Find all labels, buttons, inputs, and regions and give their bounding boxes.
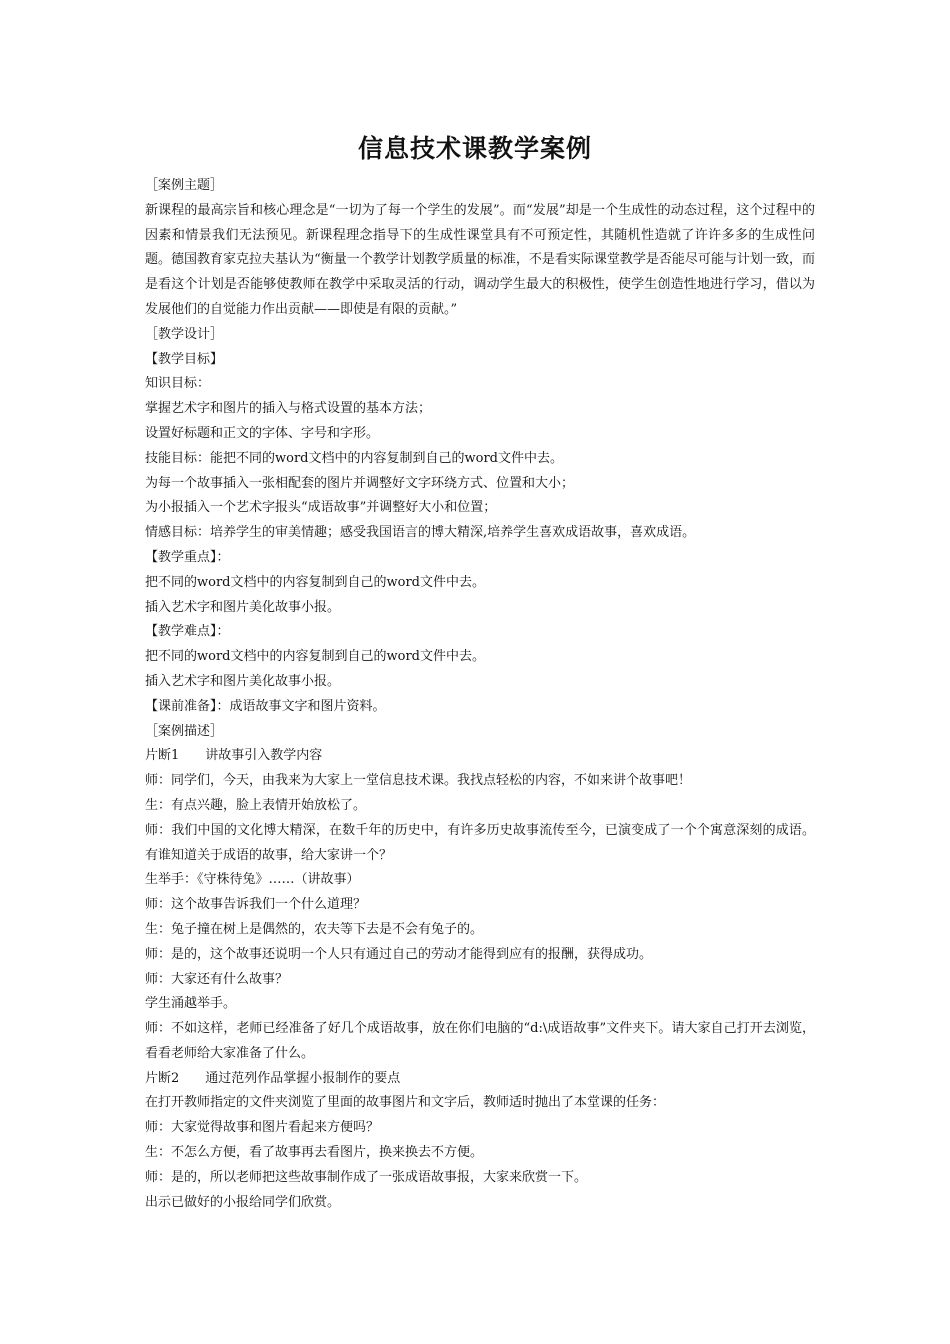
paragraph: 把不同的word文档中的内容复制到自己的word文件中去。: [145, 574, 485, 590]
dialogue-line: 生：有点兴趣，脸上表情开始放松了。: [145, 797, 367, 813]
dialogue-line: 师：大家觉得故事和图片看起来方便吗？: [145, 1120, 380, 1136]
paragraph: 设置好标题和正文的字体、字号和字形。: [145, 425, 380, 441]
dialogue-line: 学生涌越举手。: [145, 996, 237, 1012]
paragraph: 插入艺术字和图片美化故事小报。: [145, 599, 341, 615]
dialogue-line: 师：我们中国的文化博大精深，在数千年的历史中，有许多历史故事流传至今，已演变成了一个个寓意深刻的成语。有谁知道关于成语的故事，给大家讲一个？: [145, 822, 815, 863]
paragraph: 为每一个故事插入一张相配套的图片并调整好文字环绕方式、位置和大小；: [145, 475, 575, 491]
section-heading-theme: ［案例主题］: [145, 178, 224, 193]
dialogue-line: 师：是的，所以老师把这些故事制作成了一张成语故事报，大家来欣赏一下。: [145, 1169, 588, 1185]
paragraph: 情感目标：培养学生的审美情趣；感受我国语言的博大精深,培养学生喜欢成语故事，喜欢成语。: [145, 525, 696, 541]
paragraph: 插入艺术字和图片美化故事小报。: [145, 673, 341, 689]
heading-teaching-goals: 【教学目标】: [145, 351, 224, 367]
segment-title: 讲故事引入教学内容: [205, 748, 323, 764]
heading-key-points: 【教学重点】：: [145, 549, 230, 565]
segment-label: 片断2: [145, 1070, 180, 1086]
paragraph: 知识目标：: [145, 376, 211, 392]
paragraph: 为小报插入一个艺术字报头“成语故事”并调整好大小和位置；: [145, 500, 497, 516]
dialogue-line: 生：不怎么方便，看了故事再去看图片，换来换去不方便。: [145, 1145, 484, 1161]
heading-preparation: 【课前准备】：成语故事文字和图片资料。: [145, 698, 386, 714]
segment-title: 通过范列作品掌握小报制作的要点: [205, 1070, 401, 1086]
section-heading-design: ［教学设计］: [145, 326, 224, 342]
paragraph: 出示已做好的小报给同学们欣赏。: [145, 1194, 341, 1210]
paragraph: 在打开教师指定的文件夹浏览了里面的故事图片和文字后，教师适时抛出了本堂课的任务：: [145, 1095, 666, 1111]
paragraph: 技能目标：能把不同的word文档中的内容复制到自己的word文件中去。: [145, 450, 563, 466]
segment-heading-1: [145, 744, 815, 769]
segment-heading-2: [145, 1067, 815, 1092]
dialogue-line: 师：是的，这个故事还说明一个人只有通过自己的劳动才能得到应有的报酬，获得成功。: [145, 946, 653, 962]
dialogue-line: 生举手：《守株待兔》……（讲故事）: [145, 872, 360, 888]
dialogue-line: 生：兔子撞在树上是偶然的，农夫等下去是不会有兔子的。: [145, 921, 484, 937]
dialogue-line: 师：不如这样，老师已经准备了好几个成语故事，放在你们电脑的“d:\成语故事”文件夹下。请大家自己打开去浏览，看看老师给大家准备了什么。: [145, 1021, 815, 1061]
document-title: 信息技术课教学案例: [357, 134, 592, 163]
document-body: [145, 174, 815, 1215]
heading-difficulties: 【教学难点】：: [145, 624, 230, 640]
paragraph: 掌握艺术字和图片的插入与格式设置的基本方法；: [145, 401, 432, 417]
dialogue-line: 师：大家还有什么故事？: [145, 971, 289, 987]
dialogue-line: 师：同学们，今天，由我来为大家上一堂信息技术课。我找点轻松的内容，不如来讲个故事吧！: [145, 773, 692, 789]
segment-label: 片断1: [145, 748, 180, 764]
section-heading-description: ［案例描述］: [145, 723, 224, 739]
paragraph: 把不同的word文档中的内容复制到自己的word文件中去。: [145, 649, 485, 665]
dialogue-line: 师：这个故事告诉我们一个什么道理？: [145, 897, 367, 913]
theme-paragraph: 新课程的最高宗旨和核心理念是“一切为了每一个学生的发展”。而“发展”却是一个生成性的动态过程，这个过程中的因素和情景我们无法预见。新课程理念指导下的生成性课堂具有不可预定性，其随机性造就了许许多多的生成性问题。德国教育家克拉夫基认为“衡量一个教学计划教学质量的标准，不是看实际课堂教学是否能尽可能与计划一致，而是看这个计划是否能够使教师在教学中采取灵活的行动，调动学生最大的积极性，使学生创造性地进行学习，借以为发展他们的自觉能力作出贡献——即使是有限的贡献。”: [145, 202, 815, 317]
